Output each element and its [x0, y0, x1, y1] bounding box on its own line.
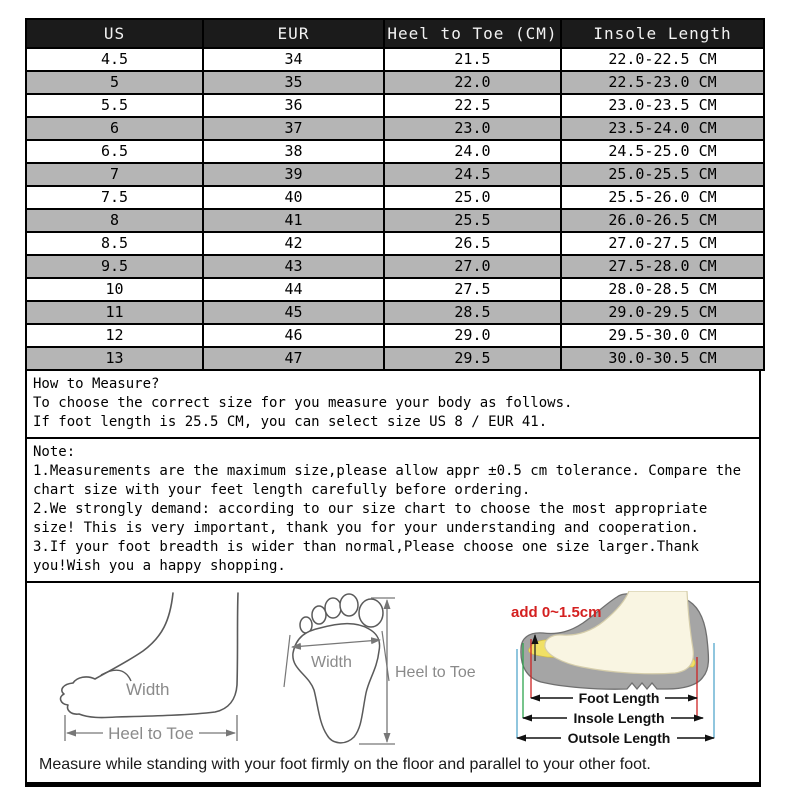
- table-cell: 40: [203, 186, 384, 209]
- add-allowance-label: add 0~1.5cm: [511, 604, 602, 621]
- note-item: 3.If your foot breadth is wider than normal,Please choose one size larger.Thank you!Wish you a happy shopping.: [33, 539, 699, 574]
- size-chart-tbody: [26, 48, 764, 370]
- table-cell: 21.5: [384, 48, 561, 71]
- table-row: [26, 163, 764, 186]
- table-row: [26, 209, 764, 232]
- table-cell: 11: [26, 301, 203, 324]
- table-cell: 24.0: [384, 140, 561, 163]
- diagram-row: [31, 591, 755, 751]
- diagram-section: [25, 583, 761, 787]
- side-heel-toe-label: Heel to Toe: [108, 724, 194, 743]
- table-cell: 23.0: [384, 117, 561, 140]
- table-cell: 35: [203, 71, 384, 94]
- table-row: [26, 347, 764, 370]
- table-row: [26, 301, 764, 324]
- table-cell: 26.0-26.5 CM: [561, 209, 764, 232]
- table-cell: 22.0: [384, 71, 561, 94]
- table-cell: 27.5: [384, 278, 561, 301]
- toe: [340, 594, 358, 616]
- table-cell: 25.0-25.5 CM: [561, 163, 764, 186]
- table-cell: 28.5: [384, 301, 561, 324]
- table-cell: 25.5-26.0 CM: [561, 186, 764, 209]
- table-row: [26, 324, 764, 347]
- table-cell: 23.0-23.5 CM: [561, 94, 764, 117]
- size-chart-table: [25, 18, 765, 371]
- table-row: [26, 140, 764, 163]
- table-cell: 36: [203, 94, 384, 117]
- toe: [325, 598, 341, 618]
- table-cell: 39: [203, 163, 384, 186]
- table-cell: 41: [203, 209, 384, 232]
- table-cell: 7: [26, 163, 203, 186]
- table-cell: 22.5-23.0 CM: [561, 71, 764, 94]
- table-cell: 46: [203, 324, 384, 347]
- header-insole-length: Insole Length: [561, 19, 764, 48]
- table-cell: 37: [203, 117, 384, 140]
- table-cell: 5: [26, 71, 203, 94]
- note-title: Note:: [33, 444, 76, 460]
- table-cell: 10: [26, 278, 203, 301]
- table-cell: 29.5-30.0 CM: [561, 324, 764, 347]
- table-cell: 4.5: [26, 48, 203, 71]
- table-cell: 22.0-22.5 CM: [561, 48, 764, 71]
- foot-length-label: Foot Length: [578, 690, 660, 706]
- table-cell: 43: [203, 255, 384, 278]
- top-foot-diagram: [279, 591, 504, 751]
- table-row: [26, 186, 764, 209]
- note-section: [25, 439, 761, 583]
- top-heel-toe-label: Heel to Toe: [395, 664, 476, 681]
- table-cell: 29.0-29.5 CM: [561, 301, 764, 324]
- table-cell: 28.0-28.5 CM: [561, 278, 764, 301]
- table-cell: 45: [203, 301, 384, 324]
- table-cell: 6: [26, 117, 203, 140]
- table-cell: 47: [203, 347, 384, 370]
- table-cell: 27.5-28.0 CM: [561, 255, 764, 278]
- table-cell: 30.0-30.5 CM: [561, 347, 764, 370]
- table-cell: 8: [26, 209, 203, 232]
- side-width-label: Width: [126, 680, 170, 699]
- table-row: [26, 255, 764, 278]
- table-cell: 12: [26, 324, 203, 347]
- table-cell: 34: [203, 48, 384, 71]
- table-row: [26, 232, 764, 255]
- table-cell: 8.5: [26, 232, 203, 255]
- header-heel-to-toe: Heel to Toe (CM): [384, 19, 561, 48]
- table-cell: 38: [203, 140, 384, 163]
- table-cell: 26.5: [384, 232, 561, 255]
- insole-length-label: Insole Length: [573, 710, 665, 726]
- table-header: [26, 19, 764, 48]
- table-row: [26, 94, 764, 117]
- header-us: US: [26, 19, 203, 48]
- outsole-length-label: Outsole Length: [567, 730, 671, 746]
- table-row: [26, 117, 764, 140]
- note-item: 2.We strongly demand: according to our size chart to choose the most appropriate size! This is very important, thank you for your understanding and cooperation.: [33, 501, 708, 536]
- shoe-diagram: [507, 591, 755, 749]
- table-cell: 24.5: [384, 163, 561, 186]
- table-row: [26, 71, 764, 94]
- size-chart-sheet: [25, 18, 765, 787]
- how-to-measure-section: [25, 371, 761, 439]
- table-cell: 29.5: [384, 347, 561, 370]
- table-row: [26, 48, 764, 71]
- how-to-measure-line: To choose the correct size for you measure your body as follows.: [33, 395, 573, 411]
- table-cell: 13: [26, 347, 203, 370]
- how-to-measure-title: How to Measure?: [33, 376, 160, 392]
- big-toe: [359, 599, 383, 627]
- table-cell: 27.0-27.5 CM: [561, 232, 764, 255]
- table-cell: 29.0: [384, 324, 561, 347]
- top-width-label: Width: [311, 654, 352, 671]
- table-cell: 6.5: [26, 140, 203, 163]
- table-cell: 25.5: [384, 209, 561, 232]
- note-item: 1.Measurements are the maximum size,please allow appr ±0.5 cm tolerance. Compare the chart size with your feet length carefully before ordering.: [33, 463, 742, 498]
- header-eur: EUR: [203, 19, 384, 48]
- table-cell: 23.5-24.0 CM: [561, 117, 764, 140]
- table-row: [26, 278, 764, 301]
- table-cell: 24.5-25.0 CM: [561, 140, 764, 163]
- table-cell: 44: [203, 278, 384, 301]
- table-cell: 22.5: [384, 94, 561, 117]
- table-cell: 25.0: [384, 186, 561, 209]
- measure-caption: Measure while standing with your foot firmly on the floor and parallel to your other foot.: [39, 756, 651, 773]
- dim-guide-line: [382, 631, 389, 681]
- table-cell: 9.5: [26, 255, 203, 278]
- table-cell: 42: [203, 232, 384, 255]
- how-to-measure-line: If foot length is 25.5 CM, you can select size US 8 / EUR 41.: [33, 414, 548, 430]
- table-cell: 27.0: [384, 255, 561, 278]
- dim-guide-line: [284, 635, 290, 687]
- table-cell: 7.5: [26, 186, 203, 209]
- toe: [312, 606, 326, 624]
- side-foot-diagram: [31, 591, 276, 743]
- table-cell: 5.5: [26, 94, 203, 117]
